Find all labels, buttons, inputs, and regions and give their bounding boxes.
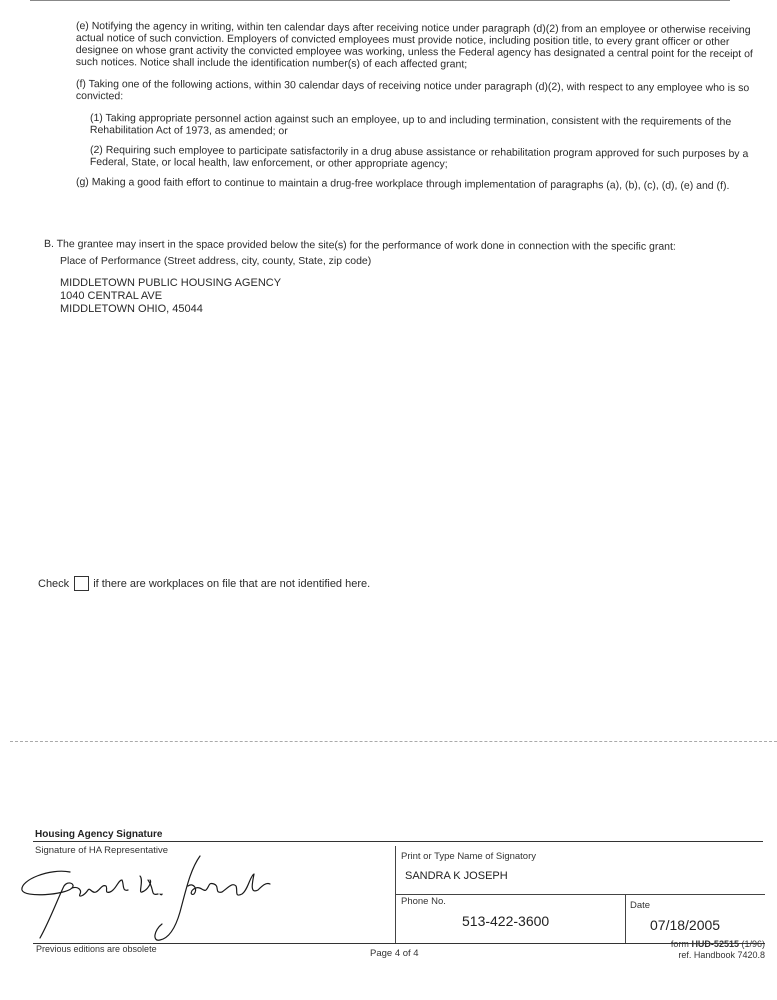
top-rule (30, 0, 730, 4)
paragraph-e: (e) Notifying the agency in writing, within ten calendar days after receiving notice under paragraph (d)(2) from an employee or otherwise receiving actual notice of such conviction. Employers of convicted employees must provide notice, including position title, to every grant officer or other designee on whose grant activity the convicted employee was working, unless the Federal agency has designated a central point for the receipt of such notices. Notice shall include the identification number(s) of each affected grant; (75, 20, 753, 71)
form-id: HUD-52515 (691, 939, 739, 949)
signature-table-date-divider (625, 895, 626, 943)
paragraph-f1: (1) Taking appropriate personnel action against such an employee, up to and including termination, consistent with the requirements of the Rehabilitation Act of 1973, as amended; or (89, 112, 732, 138)
section-b-text: B. The grantee may insert in the space provided below the site(s) for the performance of work done in connection with the specific grant: (43, 238, 676, 253)
handbook-ref: ref. Handbook 7420.8 (678, 950, 765, 960)
check-suffix: if there are workplaces on file that are not identified here. (93, 577, 371, 590)
form-prefix: form (670, 939, 689, 949)
paragraph-f: (f) Taking one of the following actions, within 30 calendar days of receiving notice under paragraph (d)(2), with respect to any employee who is so convicted: (75, 78, 750, 103)
print-name-label: Print or Type Name of Signatory (401, 851, 536, 862)
dashed-divider (10, 741, 777, 742)
phone-label: Phone No. (401, 896, 446, 907)
form-id-line (620, 939, 765, 950)
signature-rep-label: Signature of HA Representative (35, 845, 169, 856)
address-line-1: MIDDLETOWN PUBLIC HOUSING AGENCY (60, 277, 282, 289)
handwritten-signature (10, 850, 290, 945)
page-number: Page 4 of 4 (370, 948, 419, 959)
address-line-2: 1040 CENTRAL AVE (60, 290, 163, 302)
check-prefix: Check (38, 577, 70, 590)
date-value: 07/18/2005 (650, 917, 721, 933)
paragraph-g: (g) Making a good faith effort to continue to maintain a drug-free workplace through implementation of paragraphs (a), (b), (c), (d), (e) and (f). (75, 176, 730, 192)
check-row (38, 576, 370, 591)
address-line-3: MIDDLETOWN OHIO, 45044 (60, 303, 203, 315)
date-label: Date (630, 900, 651, 911)
place-of-performance-label: Place of Performance (Street address, city, county, State, zip code) (60, 255, 372, 267)
signature-heading: Housing Agency Signature (35, 829, 163, 840)
form-number-block (620, 939, 765, 961)
previous-editions-note: Previous editions are obsolete (36, 944, 157, 954)
phone-value: 513-422-3600 (462, 913, 550, 929)
workplaces-checkbox[interactable] (74, 576, 89, 591)
signature-table-horizontal-divider (395, 894, 765, 895)
paragraph-f2: (2) Requiring such employee to participate satisfactorily in a drug abuse assistance or rehabilitation program approved for such purposes by a Federal, State, or local health, law enforcement, or other appropriate agency; (89, 144, 749, 171)
print-name-value: SANDRA K JOSEPH (405, 870, 508, 882)
form-date: (1/96) (741, 939, 765, 949)
